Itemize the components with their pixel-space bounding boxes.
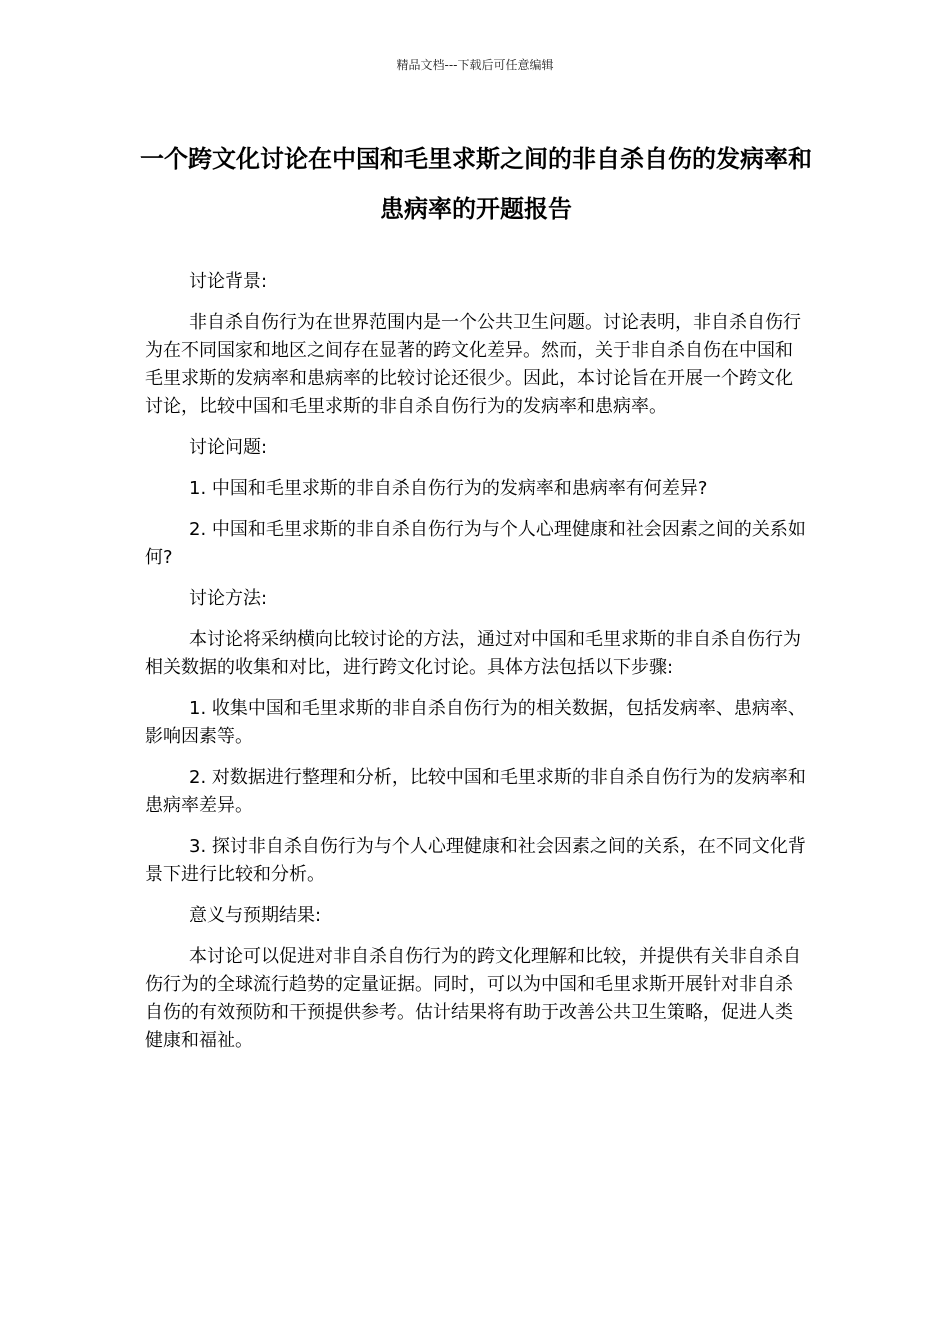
questions-heading: 讨论问题: xyxy=(189,437,268,458)
header-note: 精品文档---下载后可任意编辑 xyxy=(396,58,554,72)
document-title: 一个跨文化讨论在中国和毛里求斯之间的非自杀自伤的发病率和患病率的开题报告 xyxy=(140,145,812,223)
method-step: 3. 探讨非自杀自伤行为与个人心理健康和社会因素之间的关系，在不同文化背景下进行比较和分析。 xyxy=(145,836,806,885)
methods-heading: 讨论方法: xyxy=(189,588,268,609)
significance-heading: 意义与预期结果: xyxy=(189,905,322,926)
document-body xyxy=(145,268,809,1068)
question-item: 2. 中国和毛里求斯的非自杀自伤行为与个人心理健康和社会因素之间的关系如何? xyxy=(145,519,806,568)
methods-paragraph: 本讨论将采纳横向比较讨论的方法，通过对中国和毛里求斯的非自杀自伤行为相关数据的收集和对比，进行跨文化讨论。具体方法包括以下步骤: xyxy=(145,629,801,678)
background-heading: 讨论背景: xyxy=(189,271,268,292)
question-item: 1. 中国和毛里求斯的非自杀自伤行为的发病率和患病率有何差异? xyxy=(189,478,708,499)
background-paragraph: 非自杀自伤行为在世界范围内是一个公共卫生问题。讨论表明，非自杀自伤行为在不同国家和地区之间存在显著的跨文化差异。然而，关于非自杀自伤在中国和毛里求斯的发病率和患病率的比较讨论还很少。因此，本讨论旨在开展一个跨文化讨论，比较中国和毛里求斯的非自杀自伤行为的发病率和患病率。 xyxy=(145,312,801,417)
method-step: 1. 收集中国和毛里求斯的非自杀自伤行为的相关数据，包括发病率、患病率、影响因素等。 xyxy=(145,698,806,747)
significance-paragraph: 本讨论可以促进对非自杀自伤行为的跨文化理解和比较，并提供有关非自杀自伤行为的全球流行趋势的定量证据。同时，可以为中国和毛里求斯开展针对非自杀自伤的有效预防和干预提供参考。估计结果将有助于改善公共卫生策略，促进人类健康和福祉。 xyxy=(145,946,801,1051)
method-step: 2. 对数据进行整理和分析，比较中国和毛里求斯的非自杀自伤行为的发病率和患病率差异。 xyxy=(145,767,806,816)
